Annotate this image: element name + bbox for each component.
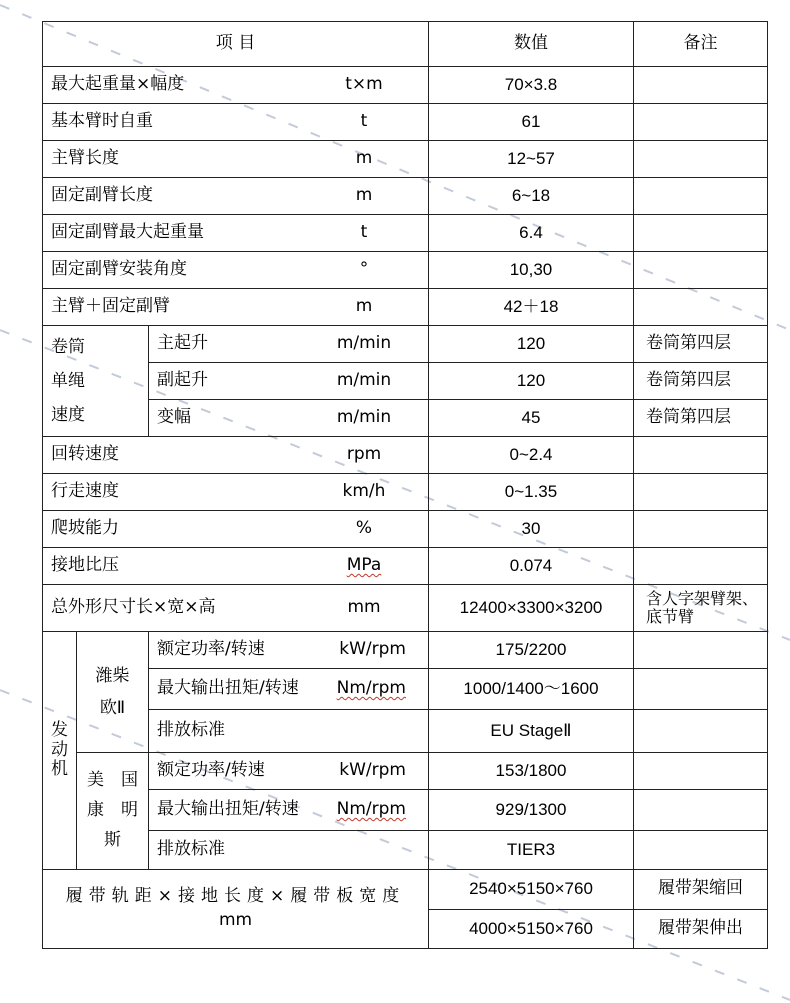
table-row	[43, 669, 768, 710]
row-value: 42＋18	[429, 289, 634, 326]
row-value: 2540×5150×760	[429, 870, 634, 910]
row-label: 固定副臂最大起重量	[51, 222, 204, 243]
row-note: 卷筒第四层	[634, 326, 768, 363]
table-row	[43, 141, 768, 178]
table-row	[43, 400, 768, 437]
row-note	[634, 67, 768, 104]
row-note	[634, 710, 768, 753]
group-line: 动	[51, 739, 68, 760]
table-row	[43, 831, 768, 870]
row-label: 额定功率/转速	[157, 639, 265, 660]
table-row	[43, 363, 768, 400]
row-note	[634, 141, 768, 178]
row-unit: kW/rpm	[339, 639, 406, 660]
group-line: 发	[51, 720, 68, 741]
row-value: 12400×3300×3200	[429, 585, 634, 632]
row-unit: m	[355, 148, 373, 169]
row-label: 回转速度	[51, 444, 119, 465]
row-unit: t	[360, 111, 368, 132]
row-note: 含人字架臂架、底节臂	[634, 585, 768, 632]
row-value: 10,30	[429, 252, 634, 289]
row-unit: %	[355, 518, 373, 539]
row-note	[634, 831, 768, 870]
row-value: 0.074	[429, 548, 634, 585]
group-line: 单绳	[51, 371, 85, 391]
engine-cummins	[77, 753, 149, 870]
row-value: 929/1300	[429, 790, 634, 831]
row-note	[634, 178, 768, 215]
row-note	[634, 252, 768, 289]
row-note	[634, 474, 768, 511]
row-value: 0~2.4	[429, 437, 634, 474]
row-label: 副起升	[157, 370, 208, 391]
row-value: 70×3.8	[429, 67, 634, 104]
row-value: EU StageⅡ	[429, 710, 634, 753]
row-note	[634, 511, 768, 548]
engine-name-line: 康 明	[87, 800, 138, 821]
row-label: 最大输出扭矩/转速	[157, 678, 299, 699]
table-row	[43, 326, 768, 363]
row-value: 120	[429, 363, 634, 400]
row-unit: m/min	[336, 333, 392, 354]
row-label: 履带轨距×接地长度×履带板宽度	[65, 886, 406, 907]
table-row	[43, 710, 768, 753]
row-value: 1000/1400～1600	[429, 669, 634, 710]
row-unit: mm	[347, 597, 381, 618]
table-header	[43, 22, 768, 67]
table-row	[43, 437, 768, 474]
row-label: 爬坡能力	[51, 518, 119, 539]
row-value: 6~18	[429, 178, 634, 215]
table-row	[43, 104, 768, 141]
spec-table	[42, 21, 768, 949]
table-row	[43, 252, 768, 289]
table-row	[43, 67, 768, 104]
row-label: 主起升	[157, 333, 208, 354]
row-unit: m	[355, 185, 373, 206]
row-value: TIER3	[429, 831, 634, 870]
row-value: 153/1800	[429, 753, 634, 790]
row-label: 主臂＋固定副臂	[51, 296, 170, 317]
row-note	[634, 790, 768, 831]
row-note	[634, 669, 768, 710]
row-note: 卷筒第四层	[634, 400, 768, 437]
row-label: 最大输出扭矩/转速	[157, 799, 299, 820]
row-unit: Nm/rpm	[336, 799, 406, 820]
row-value: 4000×5150×760	[429, 909, 634, 949]
header-value: 数值	[429, 22, 634, 67]
table-row	[43, 585, 768, 632]
row-value: 12~57	[429, 141, 634, 178]
row-note	[634, 753, 768, 790]
row-label: 总外形尺寸长×宽×高	[51, 597, 216, 618]
row-label: 基本臂时自重	[51, 111, 153, 132]
row-unit: MPa	[346, 555, 382, 576]
rope-speed-group	[43, 326, 149, 437]
row-value: 45	[429, 400, 634, 437]
group-line: 卷筒	[51, 337, 85, 357]
table-row	[43, 215, 768, 252]
table-row	[43, 753, 768, 790]
row-unit: Nm/rpm	[336, 678, 406, 699]
row-note: 卷筒第四层	[634, 363, 768, 400]
row-note	[634, 104, 768, 141]
row-note	[634, 548, 768, 585]
table-row	[43, 632, 768, 669]
row-value: 120	[429, 326, 634, 363]
row-label: 排放标准	[157, 720, 225, 741]
engine-weichai	[77, 632, 149, 753]
engine-name-line: 潍柴	[95, 665, 130, 686]
engine-name-line: 美 国	[87, 770, 138, 791]
row-value: 61	[429, 104, 634, 141]
row-unit: km/h	[342, 481, 386, 502]
row-unit: m/min	[336, 407, 392, 428]
row-label: 额定功率/转速	[157, 760, 265, 781]
table-row	[43, 790, 768, 831]
row-label: 接地比压	[51, 555, 119, 576]
row-label: 变幅	[157, 407, 191, 428]
row-unit: m	[355, 296, 373, 317]
row-unit: °	[359, 259, 369, 280]
row-label: 固定副臂长度	[51, 185, 153, 206]
row-label: 排放标准	[157, 839, 225, 860]
row-note	[634, 437, 768, 474]
row-label: 最大起重量×幅度	[51, 74, 185, 95]
row-note: 履带架缩回	[634, 870, 768, 910]
row-label: 固定副臂安装角度	[51, 259, 187, 280]
table-row	[43, 289, 768, 326]
row-note	[634, 632, 768, 669]
engine-group	[43, 632, 77, 870]
table-row	[43, 474, 768, 511]
table-row	[43, 511, 768, 548]
table-row	[43, 870, 768, 910]
table-row	[43, 548, 768, 585]
header-note: 备注	[634, 22, 768, 67]
row-unit: t	[360, 222, 368, 243]
row-note: 履带架伸出	[634, 909, 768, 949]
row-unit: rpm	[346, 444, 382, 465]
row-unit: m/min	[336, 370, 392, 391]
row-note	[634, 289, 768, 326]
table-row	[43, 178, 768, 215]
group-line: 速度	[51, 405, 85, 425]
row-note	[634, 215, 768, 252]
row-value: 0~1.35	[429, 474, 634, 511]
row-value: 175/2200	[429, 632, 634, 669]
row-label: 行走速度	[51, 481, 119, 502]
row-value: 30	[429, 511, 634, 548]
engine-name-line: 欧Ⅱ	[99, 698, 126, 718]
row-label: 主臂长度	[51, 148, 119, 169]
row-unit: mm	[218, 910, 253, 930]
row-unit: kW/rpm	[339, 760, 406, 781]
row-unit: t×m	[345, 74, 383, 95]
row-value: 6.4	[429, 215, 634, 252]
engine-name-line: 斯	[104, 829, 121, 850]
track-label-cell	[43, 870, 429, 949]
group-line: 机	[51, 759, 68, 780]
header-item: 项 目	[43, 22, 429, 67]
